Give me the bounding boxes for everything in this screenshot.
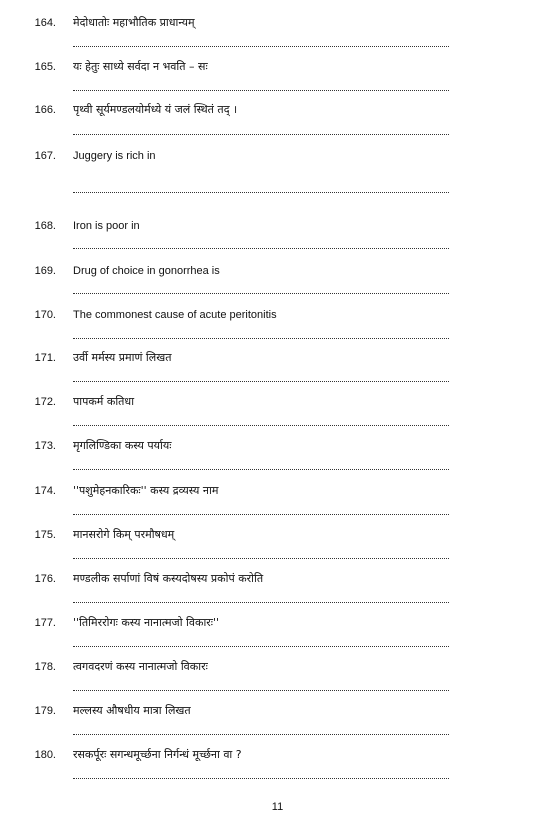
question-text: Iron is poor in — [73, 220, 140, 232]
answer-line — [73, 90, 449, 91]
question-number: 167. — [34, 150, 56, 162]
question-number: 172. — [34, 396, 56, 408]
answer-line — [73, 734, 449, 735]
question-text: मण्डलीक सर्पाणां विषं कस्यदोषस्य प्रकोपं करोति — [73, 572, 264, 585]
answer-line — [73, 690, 449, 691]
question-number: 180. — [34, 749, 56, 761]
question-number: 169. — [34, 265, 56, 277]
answer-line — [73, 646, 449, 647]
question-number: 173. — [34, 440, 56, 452]
question-text: Drug of choice in gonorrhea is — [73, 265, 220, 277]
question-text: मानसरोगे किम् परमौषधम् — [73, 528, 175, 541]
question-text: यः हेतुः साध्ये सर्वदा न भवति – सः — [73, 60, 208, 73]
question-number: 174. — [34, 485, 56, 497]
question-text: ''तिमिररोगः कस्य नानात्मजो विकारः'' — [73, 616, 220, 629]
question-number: 170. — [34, 309, 56, 321]
question-text: त्वगवदरणं कस्य नानात्मजो विकारः — [73, 660, 208, 673]
answer-line — [73, 192, 449, 193]
answer-line — [73, 425, 449, 426]
question-number: 179. — [34, 705, 56, 717]
question-text: ''पशुमेहनकारिकः'' कस्य द्रव्यस्य नाम — [73, 484, 219, 497]
question-text: रसकर्पूरः सगन्धमूर्च्छना निर्गन्धं मूर्च्छना वा ? — [73, 748, 242, 761]
answer-line — [73, 514, 449, 515]
answer-line — [73, 338, 449, 339]
question-number: 165. — [34, 61, 56, 73]
question-text: The commonest cause of acute peritonitis — [73, 309, 277, 321]
question-text: मृगलिण्डिका कस्य पर्यायः — [73, 439, 172, 452]
answer-line — [73, 46, 449, 47]
question-number: 166. — [34, 104, 56, 116]
answer-line — [73, 469, 449, 470]
question-text: Juggery is rich in — [73, 150, 156, 162]
question-number: 171. — [34, 352, 56, 364]
question-number: 178. — [34, 661, 56, 673]
question-text: पापकर्म कतिधा — [73, 395, 135, 408]
question-number: 164. — [34, 17, 56, 29]
question-text: मल्लस्य औषधीय मात्रा लिखत — [73, 704, 191, 717]
question-text: मेदोधातोः महाभौतिक प्राधान्यम् — [73, 16, 195, 29]
answer-line — [73, 293, 449, 294]
page-number: 11 — [271, 801, 284, 813]
question-number: 175. — [34, 529, 56, 541]
question-text: पृथ्वी सूर्यमण्डलयोर्मध्ये यं जलं स्थितं तद् । — [73, 103, 238, 116]
question-number: 168. — [34, 220, 56, 232]
question-number: 177. — [34, 617, 56, 629]
question-number: 176. — [34, 573, 56, 585]
answer-line — [73, 602, 449, 603]
question-text: उर्वी मर्मस्य प्रमाणं लिखत — [73, 351, 172, 364]
answer-line — [73, 381, 449, 382]
answer-line — [73, 778, 449, 779]
answer-line — [73, 558, 449, 559]
answer-line — [73, 248, 449, 249]
answer-line — [73, 134, 449, 135]
